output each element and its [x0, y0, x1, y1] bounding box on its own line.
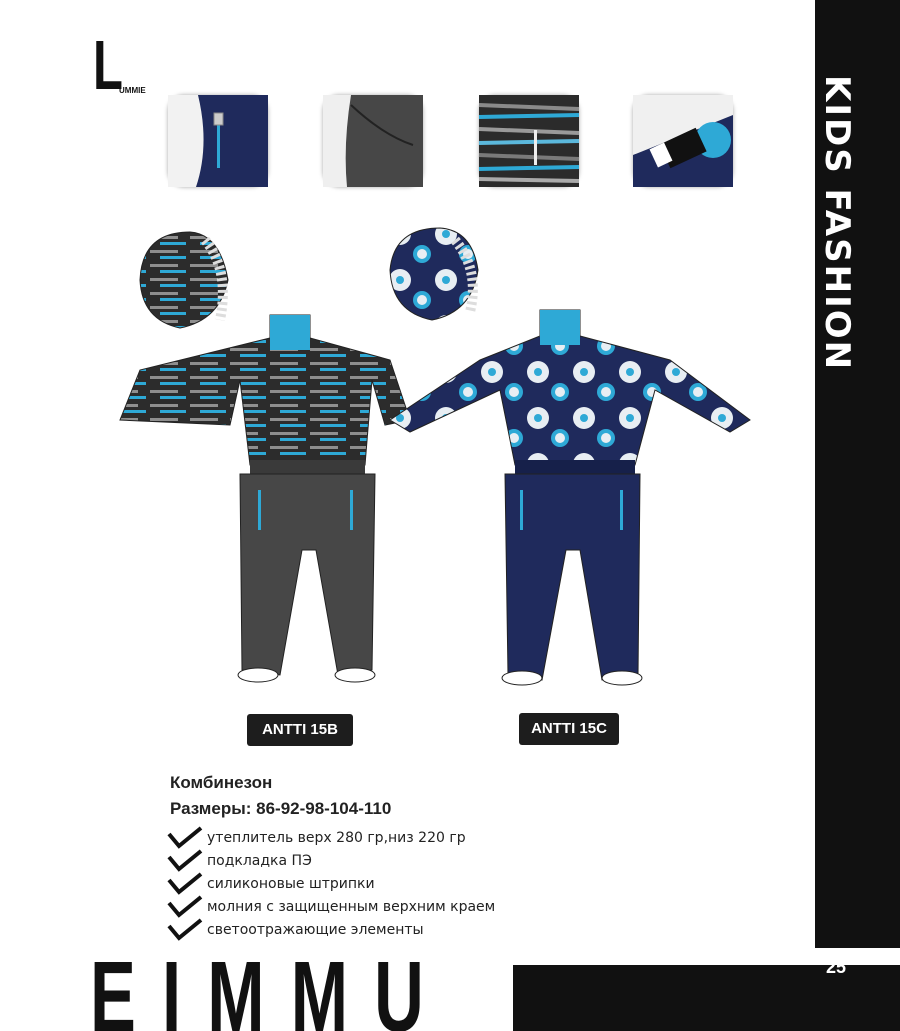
feature-text: силиконовые штрипки	[207, 875, 375, 892]
svg-text:EIMMU: EIMMU	[90, 941, 450, 1031]
feature-list	[165, 826, 495, 941]
product-title: Комбинезон	[170, 773, 273, 792]
checkmark-icon	[165, 918, 203, 941]
brand-logo-sub: UMMIE	[119, 86, 146, 95]
checkmark-icon	[165, 895, 203, 918]
brand-bottom-word	[90, 941, 450, 1031]
feature-item	[165, 918, 495, 941]
feature-item	[165, 895, 495, 918]
feature-item	[165, 849, 495, 872]
feature-item	[165, 872, 495, 895]
thumbnail-grey-pocket	[323, 95, 423, 187]
overalls-illustration	[110, 220, 770, 700]
page-number: 25	[826, 957, 847, 977]
sidebar-title: KIDS FASHION	[817, 75, 857, 372]
checkmark-icon	[165, 849, 203, 872]
suit-antti-15b	[120, 315, 410, 682]
hood-striped	[140, 232, 228, 328]
thumbnail-navy-zipper	[168, 95, 268, 187]
feature-text: светоотражающие элементы	[207, 921, 424, 938]
feature-text: молния с защищенным верхним краем	[207, 898, 496, 915]
suit-antti-15c	[390, 310, 750, 685]
thumbnail-print-label	[633, 95, 733, 187]
model-label-15b: ANTTI 15B	[247, 714, 353, 746]
brand-logo-letter: L	[93, 26, 123, 104]
feature-text: утеплитель верх 280 гр,низ 220 гр	[207, 829, 466, 846]
feature-text: подкладка ПЭ	[207, 852, 312, 869]
product-sizes: Размеры: 86-92-98-104-110	[170, 799, 392, 818]
feature-item	[165, 826, 495, 849]
hood-print	[390, 228, 478, 320]
thumbnail-striped-zipper	[479, 95, 579, 187]
model-label-15c: ANTTI 15C	[519, 713, 619, 745]
checkmark-icon	[165, 872, 203, 895]
checkmark-icon	[165, 826, 203, 849]
